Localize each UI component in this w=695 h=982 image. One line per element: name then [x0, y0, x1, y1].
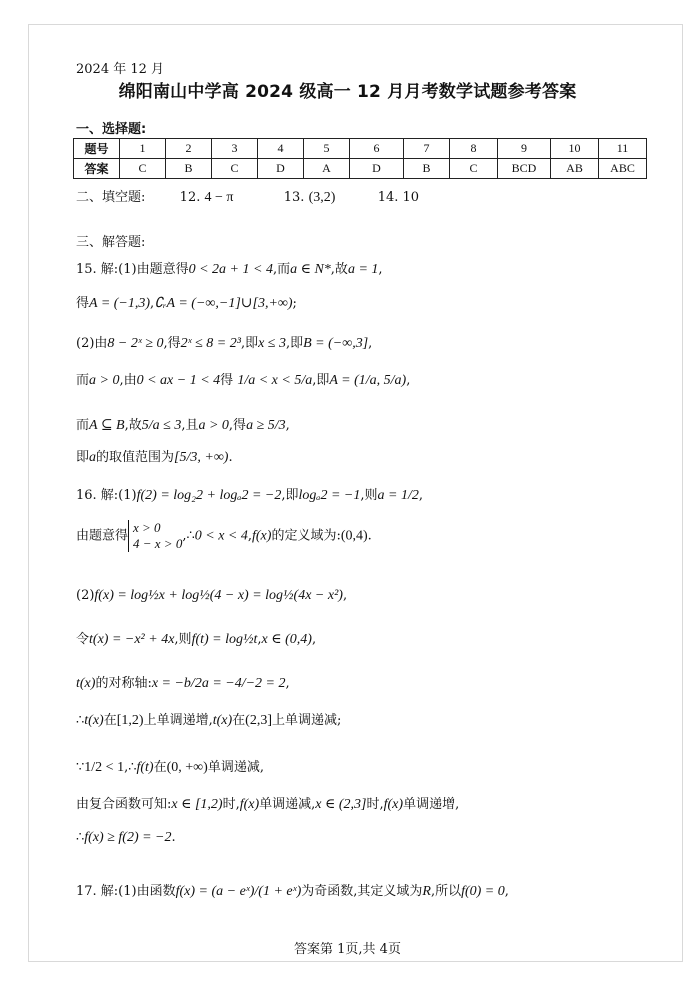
q13-label: 13.	[283, 190, 305, 205]
text: 得	[220, 373, 234, 388]
system-row: x > 0	[133, 520, 161, 535]
text: ,	[150, 296, 155, 311]
formula: 1/2 < 1	[84, 760, 125, 775]
question-number: 4	[258, 139, 304, 159]
table-row-answers	[74, 159, 647, 179]
text: ,	[504, 884, 509, 899]
question-number: 9	[498, 139, 551, 159]
answer-table	[73, 138, 647, 179]
text: 单调递减,	[207, 760, 264, 775]
text: ,得	[163, 336, 181, 351]
q15-line-6	[76, 446, 233, 466]
formula: 1/a < x < 5/a	[237, 373, 313, 388]
formula: logₐ2 = −1	[298, 488, 361, 503]
q15-line-2	[76, 292, 297, 312]
formula: f(t)	[136, 760, 154, 775]
text: ,得	[228, 418, 247, 433]
text: 由题意得	[76, 528, 129, 544]
answer-cell: A	[304, 159, 350, 179]
answer-cell: B	[404, 159, 450, 179]
text: .	[228, 450, 233, 465]
answer-cell: D	[258, 159, 304, 179]
text: 17. 解:(1)由函数	[76, 884, 176, 899]
formula: t(x)	[212, 713, 233, 728]
q15-line-5	[76, 414, 290, 434]
question-number: 6	[350, 139, 404, 159]
formula: a	[89, 450, 97, 465]
formula: 0 < x < 4	[194, 528, 248, 544]
text: 令	[76, 632, 90, 647]
text: ,	[285, 676, 290, 691]
q16-line-4	[76, 628, 316, 648]
text: ,	[311, 632, 317, 647]
text: ,即	[285, 336, 304, 351]
q12-label: 12.	[179, 190, 201, 205]
q12-answer: 4 − π	[204, 190, 234, 205]
question-number: 5	[304, 139, 350, 159]
text: 单调递增,	[403, 797, 460, 812]
q16-line-8	[76, 793, 459, 813]
text: ∴	[76, 830, 85, 845]
text: 的定义域为:	[271, 528, 341, 544]
formula: 2ˣ ≤ 8 = 2³	[180, 336, 241, 351]
answer-cell: ABC	[599, 159, 647, 179]
row-label-number: 题号	[74, 139, 120, 159]
formula: 0 < ax − 1 < 4	[136, 373, 221, 388]
q16-line-5	[76, 672, 290, 692]
formula: f(x) ≥ f(2) = −2	[84, 830, 172, 845]
q16-line-9	[76, 830, 176, 846]
system-row: 4 − x > 0	[133, 536, 183, 551]
formula: [1,2)	[116, 713, 144, 728]
q16-line-3	[76, 588, 347, 604]
text: 时,	[366, 797, 384, 812]
answer-cell: C	[450, 159, 498, 179]
q13-answer: (3,2)	[308, 190, 336, 205]
question-number: 11	[599, 139, 647, 159]
text: 在	[153, 760, 167, 775]
text: ,	[378, 262, 383, 277]
q15-line-3	[76, 332, 372, 352]
exam-date: 2024 年 12 月	[76, 62, 165, 77]
formula: R	[422, 884, 431, 899]
formula: t(x) = −x² + 4x	[89, 632, 175, 647]
question-number: 8	[450, 139, 498, 159]
formula: t(x)	[84, 713, 104, 728]
text: ,则	[360, 488, 378, 503]
formula: (0,4)	[340, 528, 368, 544]
text: ,	[342, 588, 348, 603]
text: .	[367, 528, 372, 544]
inequality-system	[128, 520, 182, 552]
formula: x ∈ (0,4)	[261, 632, 312, 647]
row-label-answer: 答案	[74, 159, 120, 179]
formula: x ∈ [1,2)	[171, 797, 223, 812]
text: ,而	[272, 262, 291, 277]
text: ,故	[330, 262, 348, 277]
text: 为奇函数,其定义域为	[301, 884, 423, 899]
table-row-numbers	[74, 139, 647, 159]
text: 的取值范围为	[96, 450, 175, 465]
formula: 8 − 2ˣ ≥ 0	[107, 336, 164, 351]
text: 上单调递增,	[143, 713, 213, 728]
text: 时,	[222, 797, 240, 812]
text: 而	[76, 373, 90, 388]
q15-line-1	[76, 258, 383, 278]
text: ,由	[119, 373, 137, 388]
q16-line-6	[76, 709, 341, 729]
text: ,则	[174, 632, 192, 647]
formula: f(x)	[252, 528, 272, 544]
text: ,故	[124, 418, 142, 433]
formula: A = (−1,3)	[89, 296, 151, 311]
text: ,	[406, 373, 411, 388]
text: ,	[368, 336, 373, 351]
formula: a ∈ N*	[290, 262, 331, 277]
answer-cell: AB	[551, 159, 599, 179]
text: (2)	[76, 588, 95, 603]
text: ,	[247, 528, 252, 544]
formula: B = (−∞,3]	[303, 336, 369, 351]
text: ;	[292, 296, 297, 311]
text: (2)由	[76, 336, 108, 351]
text: ,且	[181, 418, 199, 433]
text: 15. 解:(1)由题意得	[76, 262, 189, 277]
formula: x = −b/2a = −4/−2 = 2	[151, 676, 286, 691]
formula: ∁ᵣA = (−∞,−1]∪[3,+∞)	[154, 296, 293, 311]
formula: f(2) = log₂2 + logₐ2 = −2	[136, 488, 282, 503]
text: 上单调递减;	[271, 713, 342, 728]
answer-cell: D	[350, 159, 404, 179]
answer-cell: C	[212, 159, 258, 179]
q16-line-2	[76, 520, 372, 552]
formula: a = 1	[347, 262, 379, 277]
text: 得	[76, 296, 90, 311]
formula: A = (1/a, 5/a)	[329, 373, 407, 388]
document-title: 绵阳南山中学高 2024 级高一 12 月月考数学试题参考答案	[118, 82, 577, 102]
text: ,∴	[124, 760, 137, 775]
formula: [5/3, +∞)	[174, 450, 229, 465]
text: 在	[103, 713, 117, 728]
question-number: 1	[120, 139, 166, 159]
formula: f(x)	[239, 797, 260, 812]
text: ,	[285, 418, 290, 433]
section-choice-heading: 一、选择题:	[76, 122, 147, 137]
text: ,∴	[182, 528, 195, 544]
formula: f(x) = (a − eˣ)/(1 + eˣ)	[175, 884, 302, 899]
answer-cell: C	[120, 159, 166, 179]
formula: f(x) = log½x + log½(4 − x) = log½(4x − x²)	[94, 588, 343, 603]
formula: (0, +∞)	[166, 760, 208, 775]
answer-cell: BCD	[498, 159, 551, 179]
answer-cell: B	[166, 159, 212, 179]
question-number: 7	[404, 139, 450, 159]
question-number: 2	[166, 139, 212, 159]
formula: (2,3]	[245, 713, 272, 728]
formula: A ⊆ B	[89, 418, 125, 433]
formula: f(x)	[383, 797, 404, 812]
q15-line-4	[76, 369, 410, 389]
formula: f(0) = 0	[461, 884, 505, 899]
q16-line-7	[76, 756, 264, 776]
formula: x ≤ 3	[258, 336, 286, 351]
text: 而	[76, 418, 90, 433]
text: ,即	[240, 336, 259, 351]
question-number: 3	[212, 139, 258, 159]
text: 16. 解:(1)	[76, 488, 137, 503]
text: 在	[232, 713, 246, 728]
formula: f(t) = log½t	[191, 632, 258, 647]
text: 单调递减,	[259, 797, 316, 812]
formula: 0 < 2a + 1 < 4	[188, 262, 273, 277]
text: ,	[418, 488, 424, 503]
text: 即	[76, 450, 90, 465]
text: ,	[257, 632, 262, 647]
section-fill-heading: 二、填空题:	[76, 190, 146, 205]
text: ,即	[281, 488, 299, 503]
text: ,所以	[430, 884, 462, 899]
formula: a > 0	[89, 373, 120, 388]
text: 由复合函数可知:	[76, 797, 172, 812]
formula: a = 1/2	[377, 488, 419, 503]
text: ∴	[76, 713, 85, 728]
section-solution-heading: 三、解答题:	[76, 235, 146, 250]
formula: t(x)	[76, 676, 96, 691]
q16-line-1	[76, 484, 423, 504]
text: 的对称轴:	[95, 676, 152, 691]
text: .	[171, 830, 176, 845]
formula: a ≥ 5/3	[246, 418, 286, 433]
q17-line-1	[76, 880, 509, 900]
text: ∵	[76, 760, 85, 775]
q14-answer: 14. 10	[377, 190, 420, 205]
formula: x ∈ (2,3]	[315, 797, 367, 812]
fill-blank-line	[76, 186, 419, 206]
formula: 5/a ≤ 3	[141, 418, 182, 433]
formula: a > 0	[198, 418, 229, 433]
text: ,即	[312, 373, 330, 388]
page-footer: 答案第 1页,共 4页	[294, 942, 401, 957]
question-number: 10	[551, 139, 599, 159]
